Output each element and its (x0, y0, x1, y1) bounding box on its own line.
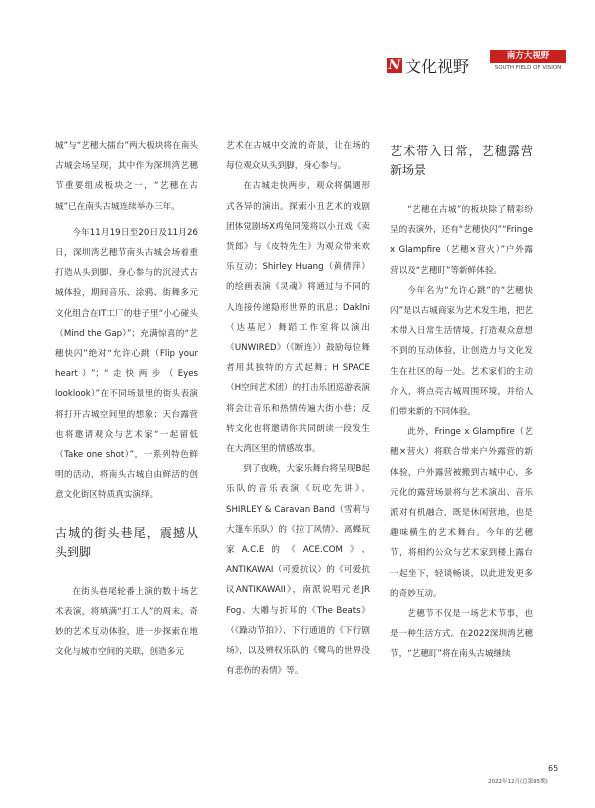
brand-title: 南方大视野 (490, 50, 566, 63)
page-header (0, 0, 595, 92)
brand-subtitle: SOUTH FIELD OF VISION (494, 65, 562, 71)
article-column-1 (55, 136, 198, 662)
paragraph: 城”与“艺穗大擂台”两大板块将在南头古城会场呈现，其中作为深圳湾艺穗节重要组成板块之一，“艺穗在古城”已在南头古城连续举办三年。 (55, 141, 198, 212)
article-column-3 (390, 142, 533, 665)
paragraph: 到了夜晚，大家乐舞台将呈现B起乐队的音乐表演《玩吃先讲》、SHIRLEY & Caravan Band（雪莉与大篷车乐队）的《拉丁风情》、离蝶玩家A.C.E的《ACE.COM》、ANTIKAWAI（可爱抗议）的《可爱抗议ANTIKAWAII》，南派说唱元老JR Fog、大雕与折耳的《The Beats》（《躁动节拍》）、下行通道的《下行剧场》，以及辨权乐队的《鹭鸟的世界没有悲伤的表情》等。 (226, 464, 370, 677)
paragraph: 今年名为“允许心跳”的“艺穗快闪”是以古城商家为艺术发生地，把艺术带入日常生活情境，打造观众意想不到的互动体验，让创造力与文化发生在社区的每一处。艺术家们的主动介入，将点亮古城周围环境，并给人们带来新的不同体验。 (390, 285, 533, 418)
page-number: 65 (548, 764, 559, 773)
brand-block (490, 50, 566, 71)
paragraph: “艺穗在古城”的板块除了精彩纷呈的表演外，还有“艺穗快闪”“Fringe x Glampfire（艺穗×营火）”户外露营以及“艺穗盯”等新鲜体验。 (390, 205, 533, 276)
paragraph: 此外，Fringe x Glampfire（艺穗×营火）将联合带来户外露营的新体验，户外露营被搬到古城中心，多元化的露营场景将与艺术演出、音乐派对有机融合，既是休闲营地，也是趣味横生的艺术舞台。今年的艺穗节，将相约公众与艺术家到楼上露台一起坐下，轻谈畅谈，以此进发更多的奇妙互动。 (390, 427, 533, 599)
paragraph: 艺术在古城中交流的奇景，让在场的每位观众从头到脚，身心参与。 (226, 141, 370, 172)
paragraph: 在街头巷尾轮番上演的数十场艺术表演，将填满“打工人”的周末。奇妙的艺术互动体验，进一步探索在地文化与城市空间的关联，创造多元 (55, 586, 198, 658)
section-title: 文化视野 (405, 57, 470, 76)
magazine-logo-icon: N (388, 58, 401, 73)
article-column-2 (226, 136, 370, 681)
section-heading: 古城的街头巷尾，震撼从头到脚 (55, 525, 198, 559)
paragraph: 在古城走快两步，观众将偶遇形式各异的演出。探索小丑艺术的戏剧团体觉剧场X鸡兔同笼将以小丑戏《卖货郎》与《皮特先生》为观众带来欢乐互动；Shirley Huang（黄倩萍）的绘画表演《灵魂》将通过与不同的人连接传递隐形世界的讯息；Daklni（达基尼）舞蹈工作室将以演出《UNWIRED》（《断连》）鼓励每位舞者用其独特的方式起舞；H SPACE（H空间艺术团）的打击乐团巡游表演将会让音乐和热情传遍大街小巷；反转文化也将邀请你共同朗读一段发生在大湾区里的情感故事。 (226, 181, 370, 455)
section-heading: 艺术带入日常，艺穗露营新场景 (390, 144, 533, 177)
paragraph: 艺穗节不仅是一场艺术节事，也是一种生活方式。在2022深圳湾艺穗节，“艺穗盯”将在南头古城继续 (390, 609, 533, 660)
paragraph: 今年11月19日至20日及11月26日，深圳湾艺穗节南头古城会场着重打造从头到脚、身心参与的沉浸式古城体验，期间音乐、涂鸦、街舞多元文化组合在IT工厂的巷子里“小心碰头（Mind the Gap）”；充满惊喜的“艺穗快闪”绝对“允许心跳（Flip your heart）”；“走快两步（Eyes looklook）”在不同场景里的街头表演将打开古城空间里的想象；天台露营也将邀请观众与艺术家“一起留低（Take one shot）”，一系列特色鲜明的活动，将南头古城自由鲜活的创意文化街区特质真实演绎。 (55, 227, 198, 501)
issue-label: 2022年12月(总第95期) (488, 779, 548, 785)
